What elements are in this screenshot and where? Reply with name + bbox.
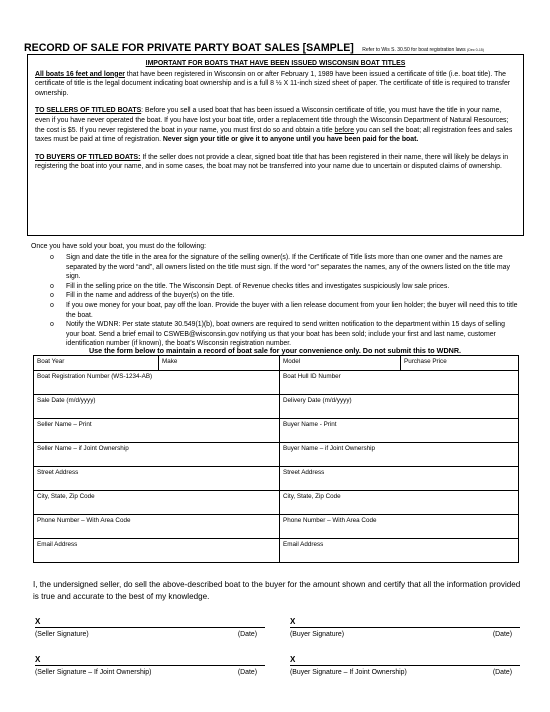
list-item (50, 282, 520, 292)
revision-date: (Dec 0-15) (467, 48, 485, 52)
make-label: Make (162, 358, 178, 365)
table-row (34, 395, 519, 419)
signature-mark: X (290, 655, 296, 664)
page-title: RECORD OF SALE FOR PRIVATE PARTY BOAT SALES [SAMPLE] (24, 42, 354, 54)
table-row (34, 467, 519, 491)
seller-certification: I, the undersigned seller, do sell the above-described boat to the buyer for the amount shown and certify that all the information provided is true and accurate to the best of my knowledge. (33, 580, 521, 601)
seller-name-label: Seller Name – Print (37, 421, 92, 428)
buyer-phone-label: Phone Number – With Area Code (283, 517, 377, 524)
buyer-street-field[interactable] (280, 467, 519, 491)
buyer-signature-block[interactable] (290, 617, 520, 638)
buyer-signature-label: (Buyer Signature) (290, 631, 345, 638)
step-text: Fill in the selling price on the title. The Wisconsin Dept. of Revenue checks titles and investigates suspiciously low sale prices. (66, 282, 450, 290)
seller-signature-block[interactable] (35, 617, 265, 638)
bullet-icon: o (50, 321, 54, 329)
notice-p2-text-b: you can sell the boat; all registration fees and sales taxes must be paid at time of registration. (35, 126, 513, 144)
seller-city-label: City, State, Zip Code (37, 493, 95, 500)
notice-p3-text: If the seller does not provide a clear, signed boat title that has been registered in their name, there will likely be delays in registering the boat into your name, and in some cases, the boat may not be transferred into your name due to uncertain or disputed claims of ownership. (35, 153, 509, 171)
bullet-icon: o (50, 254, 54, 261)
registration-number-label: Boat Registration Number (WS-1234-AB) (37, 373, 153, 380)
important-notice-box (27, 54, 524, 236)
table-row (34, 515, 519, 539)
table-row (34, 443, 519, 467)
list-item (50, 253, 520, 282)
table-row (34, 539, 519, 563)
buyer-joint-signature-block[interactable] (290, 655, 520, 676)
model-label: Model (283, 358, 301, 365)
date-label: (Date) (492, 669, 512, 676)
seller-steps-list (50, 253, 520, 349)
signature-mark: X (35, 655, 41, 664)
notice-heading: IMPORTANT FOR BOATS THAT HAVE BEEN ISSUED WISCONSIN BOAT TITLES (145, 60, 406, 67)
seller-signature-label: (Seller Signature) (35, 631, 89, 638)
seller-joint-field[interactable] (34, 443, 280, 467)
notice-p1-text: that have been registered in Wisconsin on or after February 1, 1989 have been issued a certificate of title (i.e. boat title). The certificate of title is the legal document indicating boat ownership and is a full 8 ½ X 11-inch sized sheet of paper. The certificate of title is required to transfer ownership. (35, 70, 511, 97)
sale-date-label: Sale Date (m/d/yyyy) (37, 397, 96, 404)
table-row (34, 371, 519, 395)
sale-date-field[interactable] (34, 395, 280, 419)
notice-paragraph-titles (35, 70, 516, 99)
notice-p2-text-a: : Before you sell a used boat that has been issued a Wisconsin certificate of title, you must have the title in your name, even if you have never operated the boat. If you have lost your boat title, order a replacement title through the Wisconsin Department of Natural Resources; the cost is $5. If you never registered the boat in your name, you must first do so and obtain a title (35, 107, 509, 134)
seller-joint-signature-label: (Seller Signature – If Joint Ownership) (35, 669, 152, 676)
date-label: (Date) (237, 669, 257, 676)
list-item (50, 291, 520, 301)
table-row (34, 419, 519, 443)
delivery-date-label: Delivery Date (m/d/yyyy) (283, 397, 352, 404)
buyer-joint-signature-label: (Buyer Signature – If Joint Ownership) (290, 669, 407, 676)
buyer-joint-field[interactable] (280, 443, 519, 467)
seller-email-field[interactable] (34, 539, 280, 563)
signature-caption (35, 628, 265, 638)
step-text: Fill in the name and address of the buyer(s) on the title. (66, 292, 235, 300)
buyer-joint-label: Buyer Name – if Joint Ownership (283, 445, 376, 452)
purchase-price-field[interactable] (401, 356, 519, 371)
boat-year-field[interactable] (34, 356, 159, 371)
boat-sale-record-form (33, 355, 519, 563)
statute-reference-text: Refer to Wis S. 30.50 for boat registration laws (362, 47, 466, 53)
signature-mark: X (35, 617, 41, 626)
notice-p2-underlined: before (334, 126, 355, 134)
bullet-icon: o (50, 282, 54, 290)
table-row (34, 356, 519, 371)
seller-name-field[interactable] (34, 419, 280, 443)
date-label: (Date) (492, 631, 512, 638)
buyer-name-field[interactable] (280, 419, 519, 443)
notice-p1-lead: All boats 16 feet and longer (35, 70, 125, 78)
seller-street-field[interactable] (34, 467, 280, 491)
notice-p2-warning: Never sign your title or give it to anyone until you have been paid for the boat. (162, 136, 419, 144)
signature-caption (290, 628, 520, 638)
signature-caption (35, 666, 265, 676)
purchase-price-label: Purchase Price (404, 358, 447, 365)
signature-mark: X (290, 617, 296, 626)
step-text: Notify the WDNR: Per state statute 30.549(1)(b), boat owners are required to send written notification to the department within 15 days of selling your boat. Send a brief email to CSWEB@wisconsin.gov notifying us that your boat has been sold; include your first and last name, customer identification number (if known), the boat’s Wisconsin registration number. (66, 321, 505, 348)
notice-paragraph-sellers (35, 106, 516, 144)
bullet-icon: o (50, 301, 54, 309)
steps-intro: Once you have sold your boat, you must do the following: (31, 243, 207, 250)
table-row (34, 491, 519, 515)
seller-city-field[interactable] (34, 491, 280, 515)
buyer-email-field[interactable] (280, 539, 519, 563)
signature-caption (290, 666, 520, 676)
buyer-phone-field[interactable] (280, 515, 519, 539)
hull-id-label: Boat Hull ID Number (283, 373, 341, 380)
buyer-city-field[interactable] (280, 491, 519, 515)
step-text: If you owe money for your boat, pay off the loan. Provide the buyer with a lien release document from your lien holder; the buyer will need this to title the boat. (66, 301, 518, 319)
delivery-date-field[interactable] (280, 395, 519, 419)
boat-year-label: Boat Year (37, 358, 65, 365)
buyer-email-label: Email Address (283, 541, 324, 548)
notice-p2-lead: TO SELLERS OF TITLED BOATS (35, 107, 142, 115)
notice-paragraph-buyers (35, 153, 516, 172)
buyer-name-label: Buyer Name - Print (283, 421, 337, 428)
hull-id-field[interactable] (280, 371, 519, 395)
seller-joint-label: Seller Name – if Joint Ownership (37, 445, 129, 452)
seller-phone-label: Phone Number – With Area Code (37, 517, 131, 524)
buyer-street-label: Street Address (283, 469, 325, 476)
form-instruction: Use the form below to maintain a record of boat sale for your convenience only. Do not submit this to WDNR. (88, 346, 462, 355)
bullet-icon: o (50, 292, 54, 300)
seller-email-label: Email Address (37, 541, 78, 548)
model-field[interactable] (280, 356, 401, 371)
seller-street-label: Street Address (37, 469, 79, 476)
registration-number-field[interactable] (34, 371, 280, 395)
buyer-city-label: City, State, Zip Code (283, 493, 341, 500)
list-item (50, 301, 520, 320)
make-field[interactable] (159, 356, 280, 371)
seller-phone-field[interactable] (34, 515, 280, 539)
step-text: Sign and date the title in the area for the signature of the selling owner(s). If the Certificate of Title lists more than one owner and the names are separated by the word “and”, all owners listed on the title must sign. If the word “or” separates the names, any of the owners listed on the title may sign. (66, 254, 510, 281)
list-item (50, 320, 520, 349)
date-label: (Date) (237, 631, 257, 638)
notice-p3-lead: TO BUYERS OF TITLED BOATS: (35, 153, 141, 161)
seller-joint-signature-block[interactable] (35, 655, 265, 676)
statute-reference (362, 47, 484, 53)
